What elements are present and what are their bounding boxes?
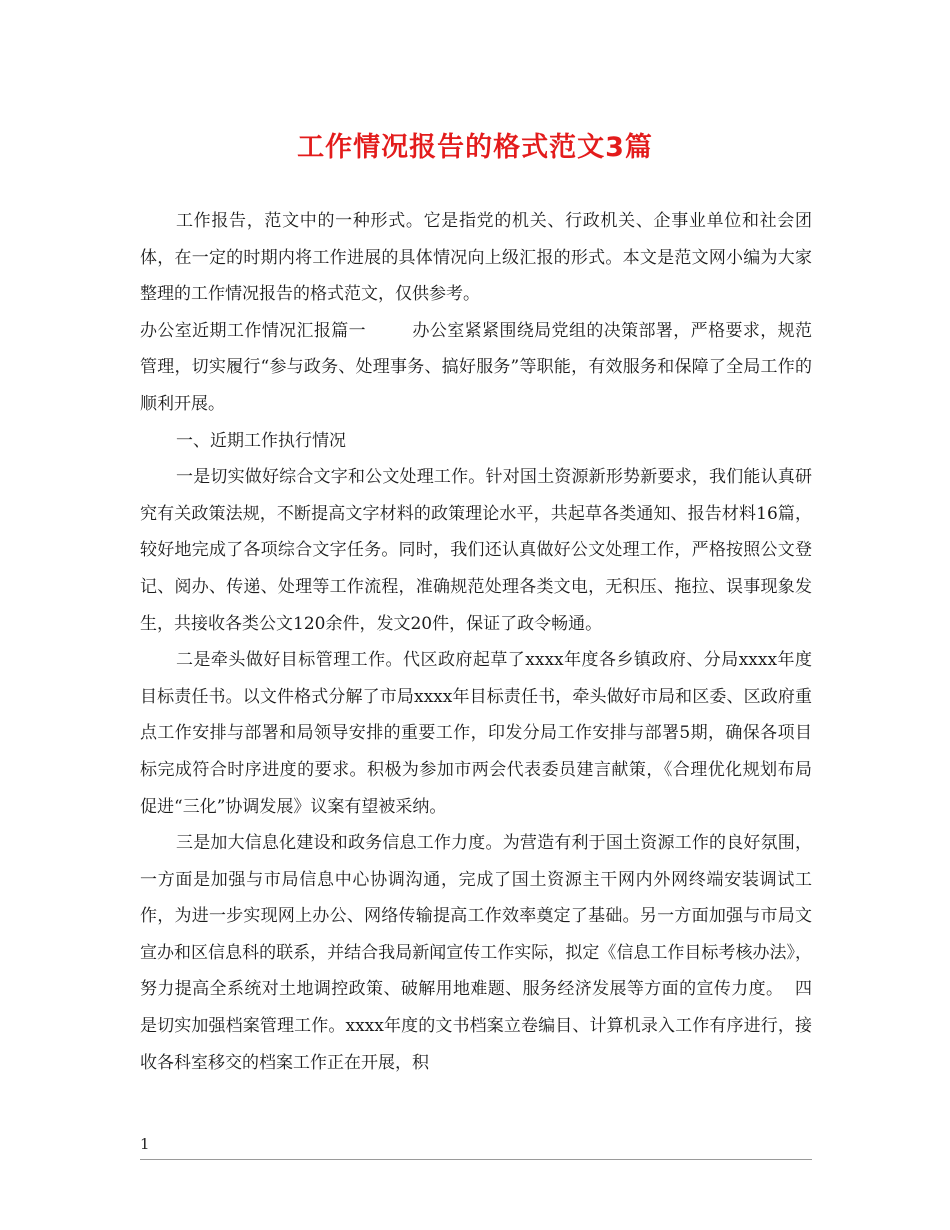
item-3-text: 三是加大信息化建设和政务信息工作力度。为营造有利于国土资源工作的良好氛围，一方面是加强与市局信息中心协调沟通，完成了国土资源主干网内外网终端安装调试工作，为进一步实现网上办公、网络传输提高工作效率奠定了基础。另一方面加强与市局文宣办和区信息科的联系，并结合我局新闻宣传工作实际，拟定《信息工作目标考核办法》，努力提高全系统对土地调控政策、破解用地难题、服务经济发展等方面的宣传力度。	[140, 833, 812, 1000]
item-paragraph-2: 二是牵头做好目标管理工作。代区政府起草了xxxx年度各乡镇政府、分局xxxx年度目标责任书。以文件格式分解了市局xxxx年目标责任书，牵头做好市局和区委、区政府重点工作安排与部署和局领导安排的重要工作，印发分局工作安排与部署5期，确保各项目标完成符合时序进度的要求。积极为参加市两会代表委员建言献策，《合理优化规划布局 促进“三化”协调发展》议案有望被采纳。	[140, 650, 812, 817]
page-number: 1	[140, 1135, 150, 1153]
item-paragraph-1: 一是切实做好综合文字和公文处理工作。针对国土资源新形势新要求，我们能认真研究有关政策法规，不断提高文字材料的政策理论水平，共起草各类通知、报告材料16篇，较好地完成了各项综合文字任务。同时，我们还认真做好公文处理工作，严格按照公文登记、阅办、传递、处理等工作流程，准确规范处理各类文电，无积压、拖拉、误事现象发生，共接收各类公文120余件，发文20件，保证了政令畅通。	[140, 467, 812, 634]
item-4-text: 四是切实加强档案管理工作。xxxx年度的文书档案立卷编目、计算机录入工作有序进行，接收各科室移交的档案工作正在开展，积	[140, 979, 813, 1073]
subheading: 一、近期工作执行情况	[176, 430, 346, 451]
section-gap	[366, 321, 412, 341]
item-paragraph-3	[140, 825, 812, 1081]
document-body	[140, 203, 812, 1081]
item-gap	[783, 979, 795, 999]
intro-paragraph: 工作报告，范文中的一种形式。它是指党的机关、行政机关、企事业单位和社会团体，在一定的时期内将工作进展的具体情况向上级汇报的形式。本文是范文网小编为大家整理的工作情况报告的格式范文，仅供参考。	[140, 211, 812, 305]
section-intro: 办公室紧紧围绕局党组的决策部署，严格要求，规范管理，切实履行“参与政务、处理事务、搞好服务”等职能，有效服务和保障了全局工作的顺利开展。	[140, 320, 813, 414]
footer-divider	[140, 1159, 812, 1160]
section-heading: 办公室近期工作情况汇报篇一	[140, 320, 367, 341]
document-title: 工作情况报告的格式范文3篇	[297, 132, 653, 163]
section-paragraph	[140, 313, 812, 423]
